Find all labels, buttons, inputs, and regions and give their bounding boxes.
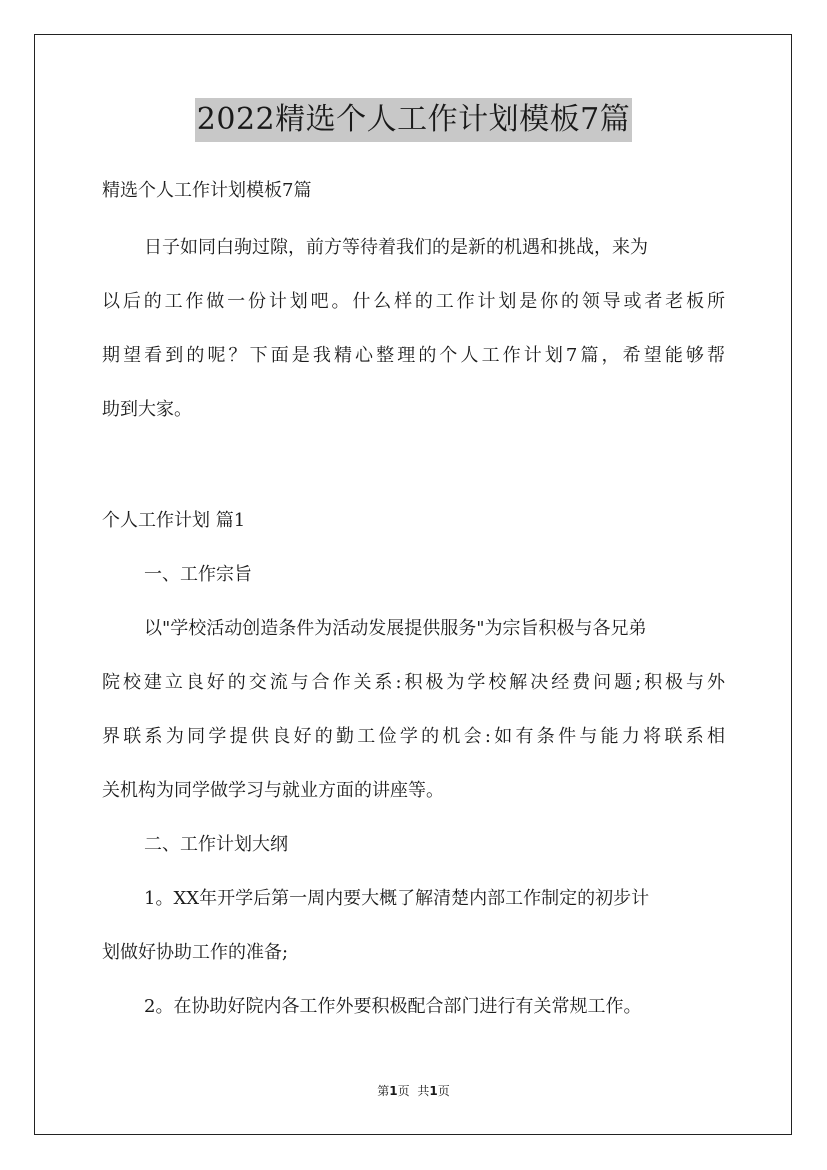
intro-line-3: 期望看到的呢？下面是我精心整理的个人工作计划7篇，希望能够帮 [102,345,725,366]
total-suffix: 页 [437,1084,450,1098]
part1-line-4: 关机构为同学做学习与就业方面的讲座等。 [102,780,444,801]
title-wrap [0,98,827,142]
intro-line-4: 助到大家。 [102,399,192,420]
item2-line-1: 2。在协助好院内各工作外要积极配合部门进行有关常规工作。 [144,996,642,1017]
item1-line-1: 1。XX年开学后第一周内要大概了解清楚内部工作制定的初步计 [144,888,650,909]
page-footer [0,1083,827,1099]
section-heading: 个人工作计划 篇1 [102,510,246,531]
intro-line-2: 以后的工作做一份计划吧。什么样的工作计划是你的领导或者老板所 [102,291,725,312]
subtitle: 精选个人工作计划模板7篇 [102,180,312,201]
document-title: 2022精选个人工作计划模板7篇 [195,98,632,142]
item1-line-2: 划做好协助工作的准备; [102,942,289,963]
part2-heading: 二、工作计划大纲 [144,834,288,855]
page-total: 1 [429,1084,438,1098]
page-prefix: 第 [377,1084,390,1098]
total-prefix: 共 [417,1084,430,1098]
part1-heading: 一、工作宗旨 [144,564,252,585]
page-suffix: 页 [397,1084,410,1098]
part1-line-3: 界联系为同学提供良好的勤工俭学的机会:如有条件与能力将联系相 [102,726,725,747]
intro-line-1: 日子如同白驹过隙，前方等待着我们的是新的机遇和挑战，来为 [144,237,648,258]
part1-line-1: 以"学校活动创造条件为活动发展提供服务"为宗旨积极与各兄弟 [144,618,647,639]
part1-line-2: 院校建立良好的交流与合作关系:积极为学校解决经费问题;积极与外 [102,672,725,693]
page-current: 1 [389,1084,398,1098]
